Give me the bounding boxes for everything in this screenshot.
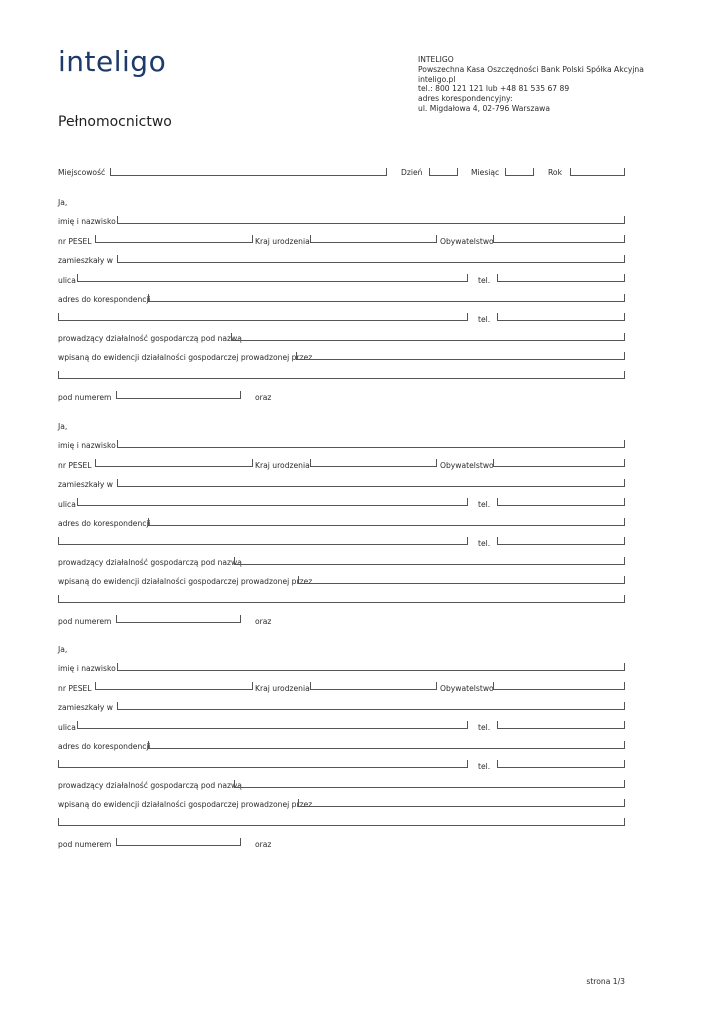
- registry-label: wpisaną do ewidencji działalności gospodarczej prowadzonej przez: [58, 800, 313, 809]
- company-line: Powszechna Kasa Oszczędności Bank Polski Spółka Akcyjna: [418, 64, 644, 74]
- company-line: adres korespondencyjny:: [418, 94, 513, 104]
- company-line: ul. Migdałowa 4, 02-796 Warszawa: [418, 103, 551, 113]
- residing-label: zamieszkały w: [58, 480, 113, 489]
- birth-country-label: Kraj urodzenia: [255, 237, 310, 246]
- citizenship-label: Obywatelstwo: [440, 684, 494, 693]
- business-label: prowadzący działalność gospodarczą pod nazwą: [58, 781, 242, 790]
- phone2-field[interactable]: [497, 537, 625, 545]
- residing-field[interactable]: [117, 702, 625, 710]
- citizenship-field[interactable]: [493, 682, 625, 690]
- name-field[interactable]: [117, 440, 625, 448]
- residing-label: zamieszkały w: [58, 256, 113, 265]
- citizenship-field[interactable]: [493, 235, 625, 243]
- phone2-label: tel.: [478, 762, 491, 771]
- registry-label: wpisaną do ewidencji działalności gospodarczej prowadzonej przez: [58, 577, 313, 586]
- registry-field-2[interactable]: [58, 818, 625, 826]
- registry-field[interactable]: [296, 352, 625, 360]
- citizenship-label: Obywatelstwo: [440, 237, 494, 246]
- corr-address-field[interactable]: [148, 741, 625, 749]
- phone-label: tel.: [478, 276, 491, 285]
- name-field[interactable]: [117, 663, 625, 671]
- registry-field-2[interactable]: [58, 595, 625, 603]
- company-info: [418, 55, 644, 114]
- residing-field[interactable]: [117, 255, 625, 263]
- corr-address-field-2[interactable]: [58, 760, 468, 768]
- street-field[interactable]: [77, 274, 468, 282]
- corr-address-label: adres do korespondencji: [58, 519, 151, 528]
- registry-field-2[interactable]: [58, 371, 625, 379]
- corr-address-label: adres do korespondencji: [58, 742, 151, 751]
- pesel-label: nr PESEL: [58, 237, 92, 246]
- pesel-field[interactable]: [95, 235, 253, 243]
- number-field[interactable]: [116, 838, 241, 846]
- corr-address-field[interactable]: [148, 518, 625, 526]
- business-label: prowadzący działalność gospodarczą pod nazwą: [58, 558, 242, 567]
- month-field[interactable]: [505, 168, 534, 176]
- birth-country-field[interactable]: [310, 235, 437, 243]
- business-field[interactable]: [234, 780, 625, 788]
- number-label: pod numerem: [58, 393, 112, 402]
- residing-label: zamieszkały w: [58, 703, 113, 712]
- phone-field[interactable]: [497, 498, 625, 506]
- citizenship-label: Obywatelstwo: [440, 461, 494, 470]
- corr-address-field[interactable]: [148, 294, 625, 302]
- registry-field[interactable]: [298, 799, 625, 807]
- month-label: Miesiąc: [471, 168, 500, 177]
- corr-address-field-2[interactable]: [58, 537, 468, 545]
- pesel-field[interactable]: [95, 682, 253, 690]
- registry-field[interactable]: [298, 576, 625, 584]
- business-field[interactable]: [231, 333, 625, 341]
- pesel-field[interactable]: [95, 459, 253, 467]
- phone2-field[interactable]: [497, 313, 625, 321]
- and-label: oraz: [255, 393, 272, 402]
- phone-label: tel.: [478, 723, 491, 732]
- birth-country-label: Kraj urodzenia: [255, 461, 310, 470]
- birth-country-label: Kraj urodzenia: [255, 684, 310, 693]
- business-label: prowadzący działalność gospodarczą pod nazwą: [58, 334, 242, 343]
- place-field[interactable]: [110, 168, 387, 176]
- number-field[interactable]: [116, 615, 241, 623]
- phone-label: tel.: [478, 500, 491, 509]
- citizenship-field[interactable]: [493, 459, 625, 467]
- street-label: ulica: [58, 500, 76, 509]
- year-label: Rok: [548, 168, 562, 177]
- street-field[interactable]: [77, 721, 468, 729]
- inteligo-logo: [58, 45, 167, 78]
- intro-label: Ja,: [58, 645, 68, 654]
- residing-field[interactable]: [117, 479, 625, 487]
- street-label: ulica: [58, 723, 76, 732]
- business-field[interactable]: [234, 557, 625, 565]
- logo-text: inteligo: [58, 45, 167, 78]
- day-label: Dzień: [401, 168, 423, 177]
- street-label: ulica: [58, 276, 76, 285]
- day-field[interactable]: [429, 168, 458, 176]
- name-label: imię i nazwisko: [58, 664, 116, 673]
- phone2-label: tel.: [478, 315, 491, 324]
- pesel-label: nr PESEL: [58, 684, 92, 693]
- pesel-label: nr PESEL: [58, 461, 92, 470]
- intro-label: Ja,: [58, 422, 68, 431]
- company-line: inteligo.pl: [418, 74, 456, 84]
- company-line: INTELIGO: [418, 55, 454, 64]
- birth-country-field[interactable]: [310, 682, 437, 690]
- name-label: imię i nazwisko: [58, 441, 116, 450]
- street-field[interactable]: [77, 498, 468, 506]
- page-title: Pełnomocnictwo: [58, 114, 172, 130]
- intro-label: Ja,: [58, 198, 68, 207]
- corr-address-field-2[interactable]: [58, 313, 468, 321]
- phone-field[interactable]: [497, 274, 625, 282]
- phone2-field[interactable]: [497, 760, 625, 768]
- number-label: pod numerem: [58, 617, 112, 626]
- company-line: tel.: 800 121 121 lub +48 81 535 67 89: [418, 84, 570, 94]
- page-number: strona 1/3: [586, 977, 625, 986]
- place-label: Miejscowość: [58, 168, 106, 177]
- name-field[interactable]: [117, 216, 625, 224]
- phone-field[interactable]: [497, 721, 625, 729]
- and-label: oraz: [255, 840, 272, 849]
- and-label: oraz: [255, 617, 272, 626]
- number-label: pod numerem: [58, 840, 112, 849]
- year-field[interactable]: [570, 168, 625, 176]
- birth-country-field[interactable]: [310, 459, 437, 467]
- phone2-label: tel.: [478, 539, 491, 548]
- name-label: imię i nazwisko: [58, 217, 116, 226]
- registry-label: wpisaną do ewidencji działalności gospodarczej prowadzonej przez: [58, 353, 313, 362]
- corr-address-label: adres do korespondencji: [58, 295, 151, 304]
- number-field[interactable]: [116, 391, 241, 399]
